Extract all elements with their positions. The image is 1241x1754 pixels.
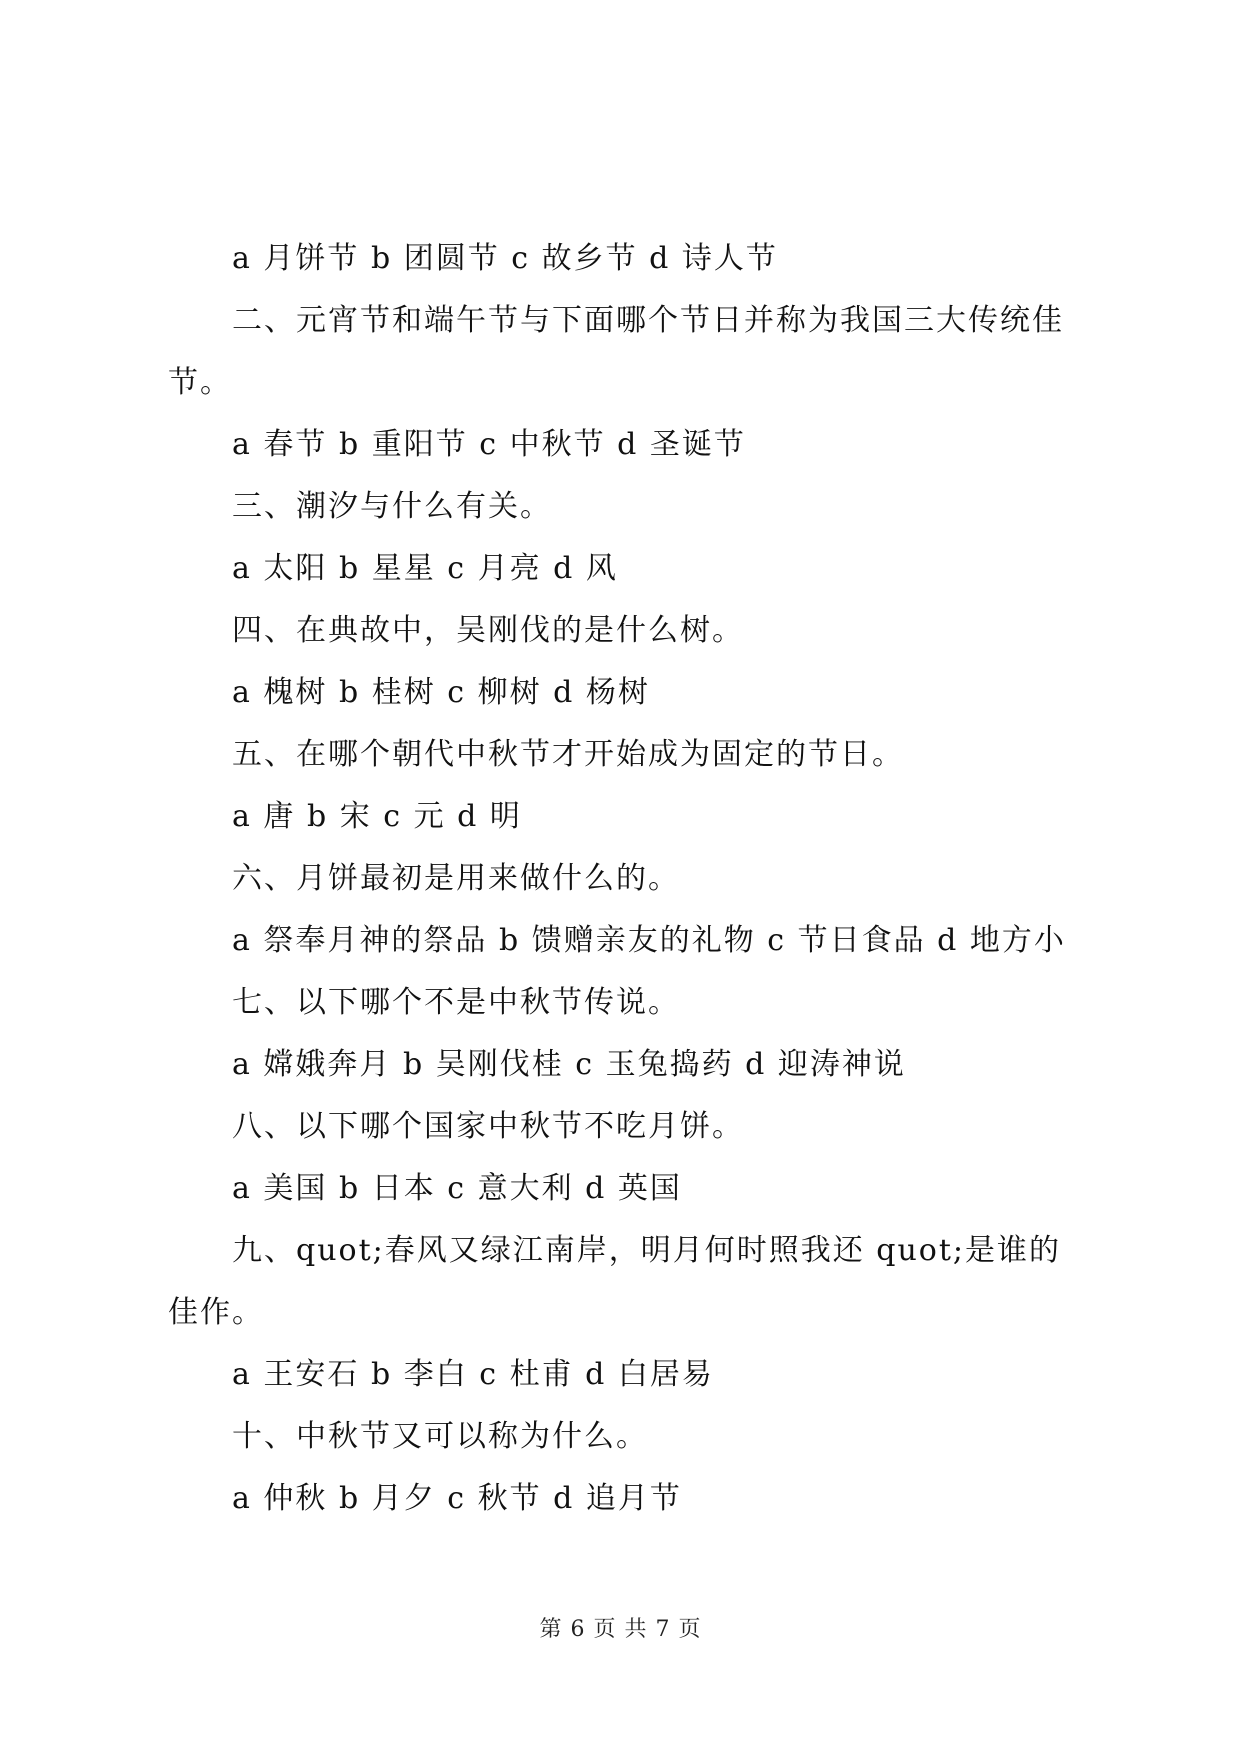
answer-options-5: a 唐 b 宋 c 元 d 明 xyxy=(232,799,522,834)
answer-options-3: a 太阳 b 星星 c 月亮 d 风 xyxy=(232,551,618,586)
answer-options-7: a 嫦娥奔月 b 吴刚伐桂 c 玉兔捣药 d 迎涛神说 xyxy=(232,1047,906,1082)
answer-options-8: a 美国 b 日本 c 意大利 d 英国 xyxy=(232,1171,682,1206)
page-number-footer: 第 6 页 共 7 页 xyxy=(539,1617,702,1642)
document-body xyxy=(168,228,1078,1530)
question-9: 九、quot;春风又绿江南岸，明月何时照我还 quot;是谁的佳作。 xyxy=(168,1233,1062,1330)
question-7: 七、以下哪个不是中秋节传说。 xyxy=(232,985,680,1020)
answer-options-1: a 月饼节 b 团圆节 c 故乡节 d 诗人节 xyxy=(232,241,778,276)
answer-options-2: a 春节 b 重阳节 c 中秋节 d 圣诞节 xyxy=(232,427,746,462)
answer-options-10: a 仲秋 b 月夕 c 秋节 d 追月节 xyxy=(232,1481,682,1516)
question-2: 二、元宵节和端午节与下面哪个节日并称为我国三大传统佳节。 xyxy=(168,303,1064,400)
question-10: 十、中秋节又可以称为什么。 xyxy=(232,1419,648,1454)
question-4: 四、在典故中，吴刚伐的是什么树。 xyxy=(232,613,744,648)
question-8: 八、以下哪个国家中秋节不吃月饼。 xyxy=(232,1109,744,1144)
question-5: 五、在哪个朝代中秋节才开始成为固定的节日。 xyxy=(232,737,904,772)
answer-options-4: a 槐树 b 桂树 c 柳树 d 杨树 xyxy=(232,675,650,710)
question-6: 六、月饼最初是用来做什么的。 xyxy=(232,861,680,896)
answer-options-6: a 祭奉月神的祭品 b 馈赠亲友的礼物 c 节日食品 d 地方小 xyxy=(232,923,1066,958)
answer-options-9: a 王安石 b 李白 c 杜甫 d 白居易 xyxy=(232,1357,714,1392)
question-3: 三、潮汐与什么有关。 xyxy=(232,489,552,524)
